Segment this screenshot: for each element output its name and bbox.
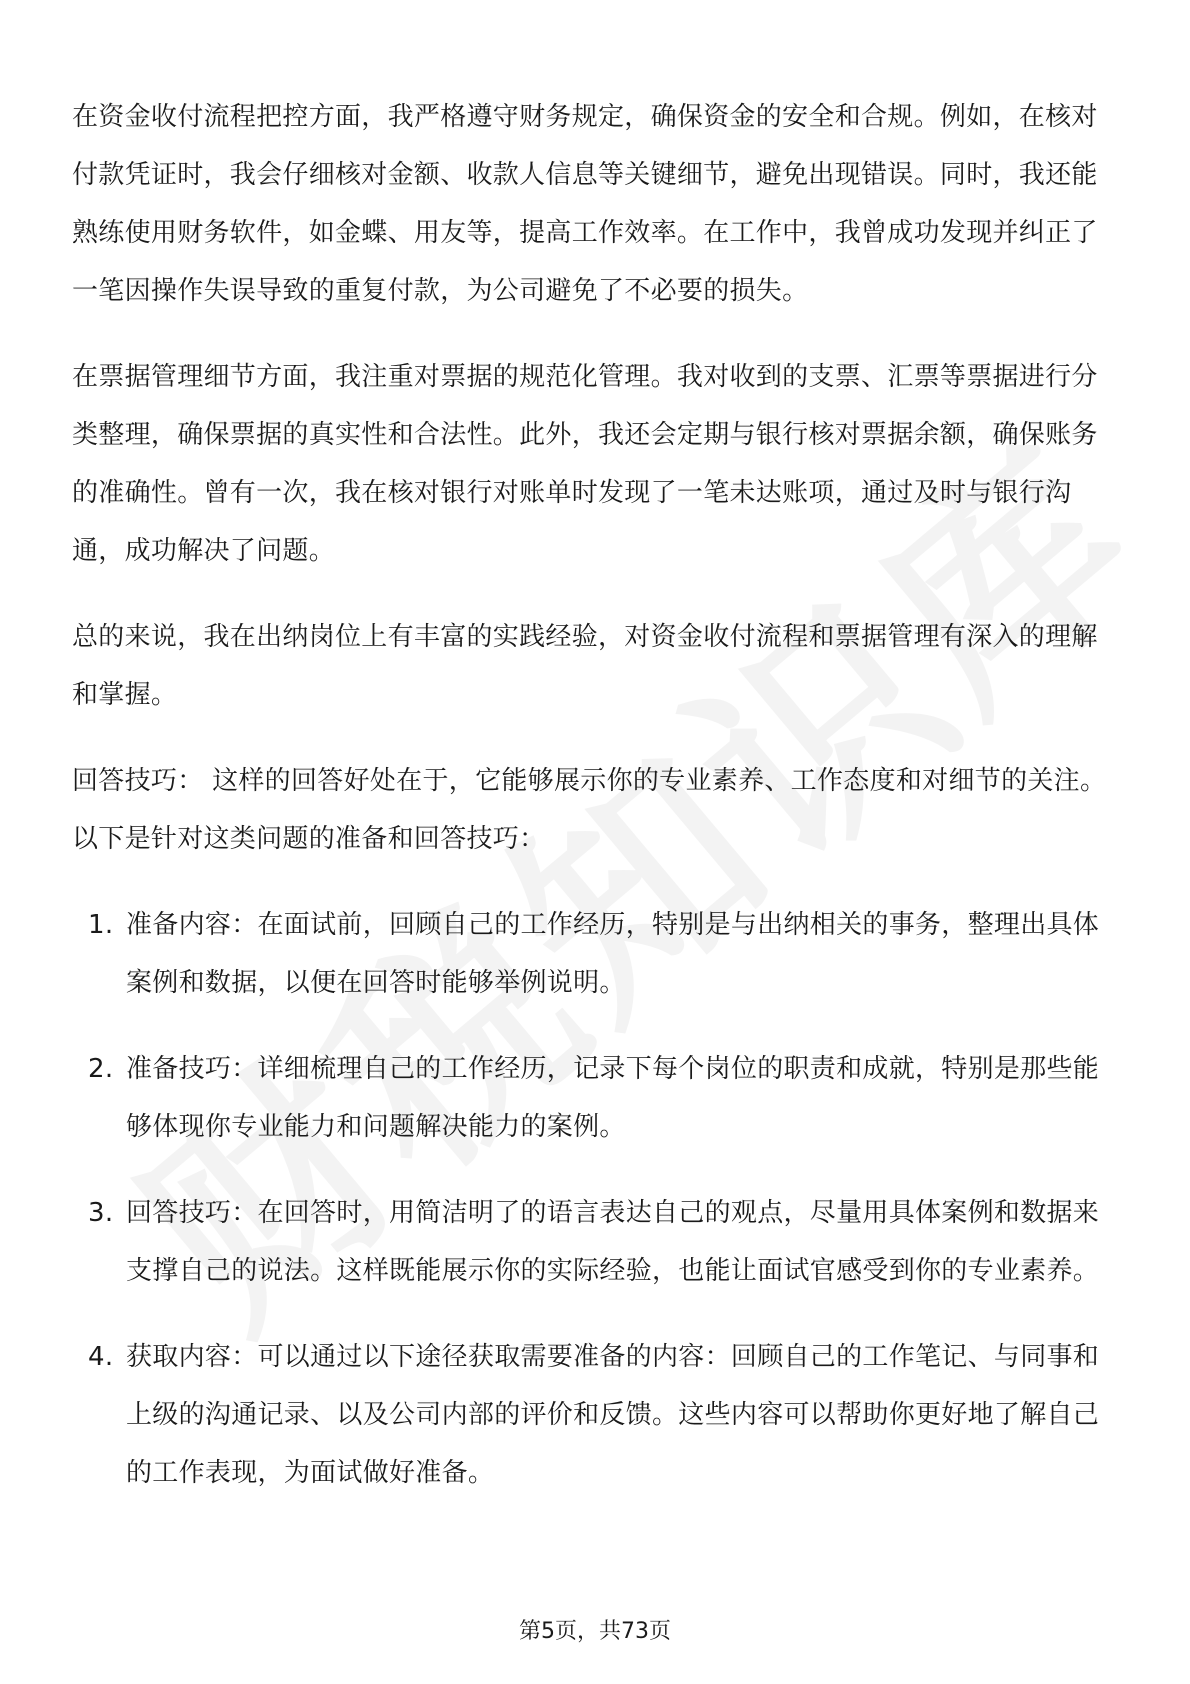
list-item-number: 3. [88, 1198, 114, 1228]
paragraph-summary: 总的来说，我在出纳岗位上有丰富的实践经验，对资金收付流程和票据管理有深入的理解和掌握。 [72, 622, 1098, 710]
list-item-number: 1. [88, 910, 114, 940]
list-item-text: 获取内容：可以通过以下途径获取需要准备的内容：回顾自己的工作笔记、与同事和上级的沟通记录、以及公司内部的评价和反馈。这些内容可以帮助你更好地了解自己的工作表现，为面试做好准备。 [126, 1342, 1100, 1488]
document-body [72, 88, 1120, 1530]
paragraph-fund-flow: 在资金收付流程把控方面，我严格遵守财务规定，确保资金的安全和合规。例如，在核对付款凭证时，我会仔细核对金额、收款人信息等关键细节，避免出现错误。同时，我还能熟练使用财务软件，如金蝶、用友等，提高工作效率。在工作中，我曾成功发现并纠正了一笔因操作失误导致的重复付款，为公司避免了不必要的损失。 [72, 102, 1098, 306]
list-item-number: 2. [88, 1054, 114, 1084]
list-item [72, 1184, 1120, 1300]
paragraph-bill-management: 在票据管理细节方面，我注重对票据的规范化管理。我对收到的支票、汇票等票据进行分类整理，确保票据的真实性和合法性。此外，我还会定期与银行核对票据余额，确保账务的准确性。曾有一次，我在核对银行对账单时发现了一笔未达账项，通过及时与银行沟通，成功解决了问题。 [72, 362, 1098, 566]
list-item [72, 1328, 1120, 1502]
list-item-text: 回答技巧：在回答时，用简洁明了的语言表达自己的观点，尽量用具体案例和数据来支撑自己的说法。这样既能展示你的实际经验，也能让面试官感受到你的专业素养。 [126, 1198, 1100, 1286]
list-item [72, 896, 1120, 1012]
list-item-text: 准备技巧：详细梳理自己的工作经历，记录下每个岗位的职责和成就，特别是那些能够体现你专业能力和问题解决能力的案例。 [126, 1054, 1100, 1142]
list-item-number: 4. [88, 1342, 114, 1372]
list-item-text: 准备内容：在面试前，回顾自己的工作经历，特别是与出纳相关的事务，整理出具体案例和数据，以便在回答时能够举例说明。 [126, 910, 1100, 998]
list-item [72, 1040, 1120, 1156]
paragraph-answer-tips: 回答技巧： 这样的回答好处在于，它能够展示你的专业素养、工作态度和对细节的关注。以下是针对这类问题的准备和回答技巧： [72, 766, 1107, 854]
tips-list [72, 896, 1120, 1502]
page-footer: 第5页，共73页 [519, 1619, 671, 1644]
